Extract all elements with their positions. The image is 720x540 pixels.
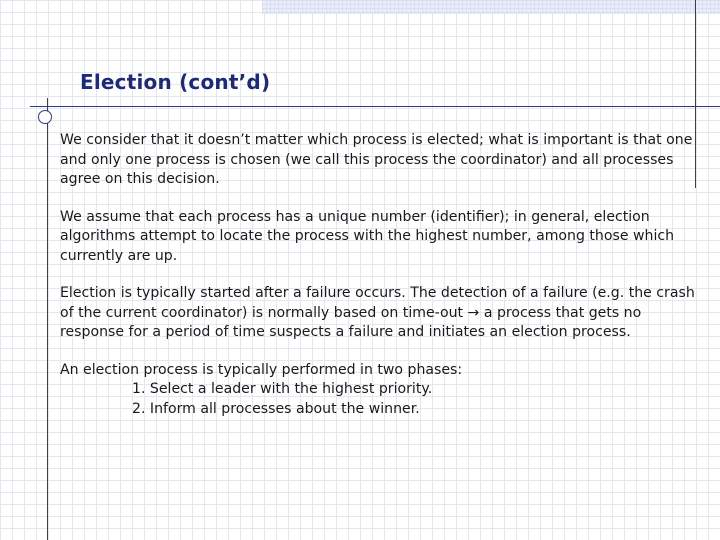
phases-block <box>60 361 700 420</box>
paragraph-election-uniqueness: We consider that it doesn’t matter which process is elected; what is important is that one and only one process is chosen (we call this process the coordinator) and all processes agree on this decision. <box>60 132 693 187</box>
decorative-circle-icon <box>38 110 52 124</box>
decorative-horizontal-rule <box>30 106 720 107</box>
phase-item-2: 2. Inform all processes about the winner. <box>132 400 420 417</box>
decorative-top-band <box>262 0 720 14</box>
paragraph-process-numbering: We assume that each process has a unique number (identifier); in general, election algorithms attempt to locate the process with the highest number, among those which currently are up. <box>60 208 675 264</box>
decorative-vertical-line-left <box>47 98 48 540</box>
slide-body <box>60 131 700 419</box>
phase-item-1: 1. Select a leader with the highest priority. <box>132 381 433 397</box>
phases-intro: An election process is typically performed in two phases: <box>60 361 463 378</box>
paragraph-failure-detection: Election is typically started after a failure occurs. The detection of a failure (e.g. the crash of the current coordinator) is normally based on time-out → a process that gets no response for a period of time suspects a failure and initiates an election process. <box>60 285 695 340</box>
slide-title: Election (cont’d) <box>80 70 271 94</box>
